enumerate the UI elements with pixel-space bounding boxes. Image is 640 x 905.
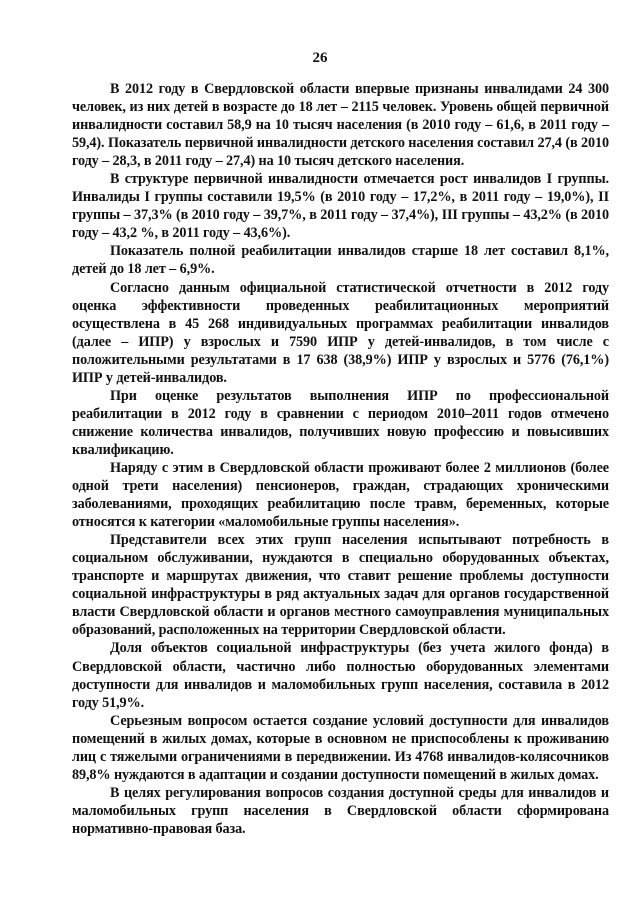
paragraph-full-rehabilitation: Показатель полной реабилитации инвалидов старше 18 лет составил 8,1%, детей до 18 лет – 6,9%. [72,243,609,278]
paragraph-primary-disability: В 2012 году в Свердловской области впервые признаны инвалидами 24 300 человек, из них детей в возрасте до 18 лет – 2115 человек. Уровень общей первичной инвалидности составил 58,9 на 10 тысяч населения (в 2010 году – 61,6, в 2011 году – 59,4). Показатель первичной инвалидности детского населения составил 27,4 (в 2010 году – 28,3, в 2011 году – 27,4) на 10 тысяч детского населения. [72,81,609,170]
paragraph-low-mobility-groups: Наряду с этим в Свердловской области проживают более 2 миллионов (более одной трети населения) пенсионеров, граждан, страдающих хроническими заболеваниями, проходящих реабилитацию после травм, беременных, которые относятся к категории «маломобильные группы населения». [72,459,609,531]
document-body [72,80,609,838]
paragraph-disability-groups: В структуре первичной инвалидности отмечается рост инвалидов I группы. Инвалиды I группы составили 19,5% (в 2010 году – 17,2%, в 2011 году – 19,0%), II группы – 37,3% (в 2010 году – 39,7%, в 2011 году – 37,4%), III группы – 43,2% (в 2010 году – 43,2 %, в 2011 году – 43,6%). [72,171,609,242]
paragraph-accessible-facilities-share: Доля объектов социальной инфраструктуры (без учета жилого фонда) в Свердловской области, частично либо полностью оборудованных элементами доступности для инвалидов и маломобильных групп населения, составила в 2012 году 51,9%. [72,640,609,711]
paragraph-regulatory-framework: В целях регулирования вопросов создания доступной среды для инвалидов и маломобильных групп населения в Свердловской области сформирована нормативно-правовая база. [72,784,609,837]
paragraph-rehabilitation-programs: Согласно данным официальной статистической отчетности в 2012 году оценка эффективности проведенных реабилитационных мероприятий осуществлена в 45 268 индивидуальных программах реабилитации инвалидов (далее – ИПР) у взрослых и 7590 ИПР у детей-инвалидов, в том числе с положительными результатами в 17 638 (38,9%) ИПР у взрослых и 5776 (76,1%) ИПР у детей-инвалидов. [72,279,609,386]
paragraph-professional-rehabilitation: При оценке результатов выполнения ИПР по профессиональной реабилитации в 2012 году в сравнении с периодом 2010–2011 годов отмечено снижение количества инвалидов, получивших новую профессию и повысивших квалификацию. [72,387,609,458]
page-number: 26 [312,50,328,66]
paragraph-housing-accessibility: Серьезным вопросом остается создание условий доступности для инвалидов помещений в жилых домах, которые в основном не приспособлены к проживанию лиц с тяжелыми ограничениями в передвижении. Из 4768 инвалидов-колясочников 89,8% нуждаются в адаптации и создании доступности помещений в жилых домах. [72,712,609,783]
paragraph-social-infrastructure-needs: Представители всех этих групп населения испытывают потребность в социальном обслуживании, нуждаются в специально оборудованных объектах, транспорте и маршрутах движения, что ставит решение проблемы доступности социальной инфраструктуры в ряд актуальных задач для органов государственной власти Свердловской области и органов местного самоуправления муниципальных образований, расположенных на территории Свердловской области. [72,532,609,639]
